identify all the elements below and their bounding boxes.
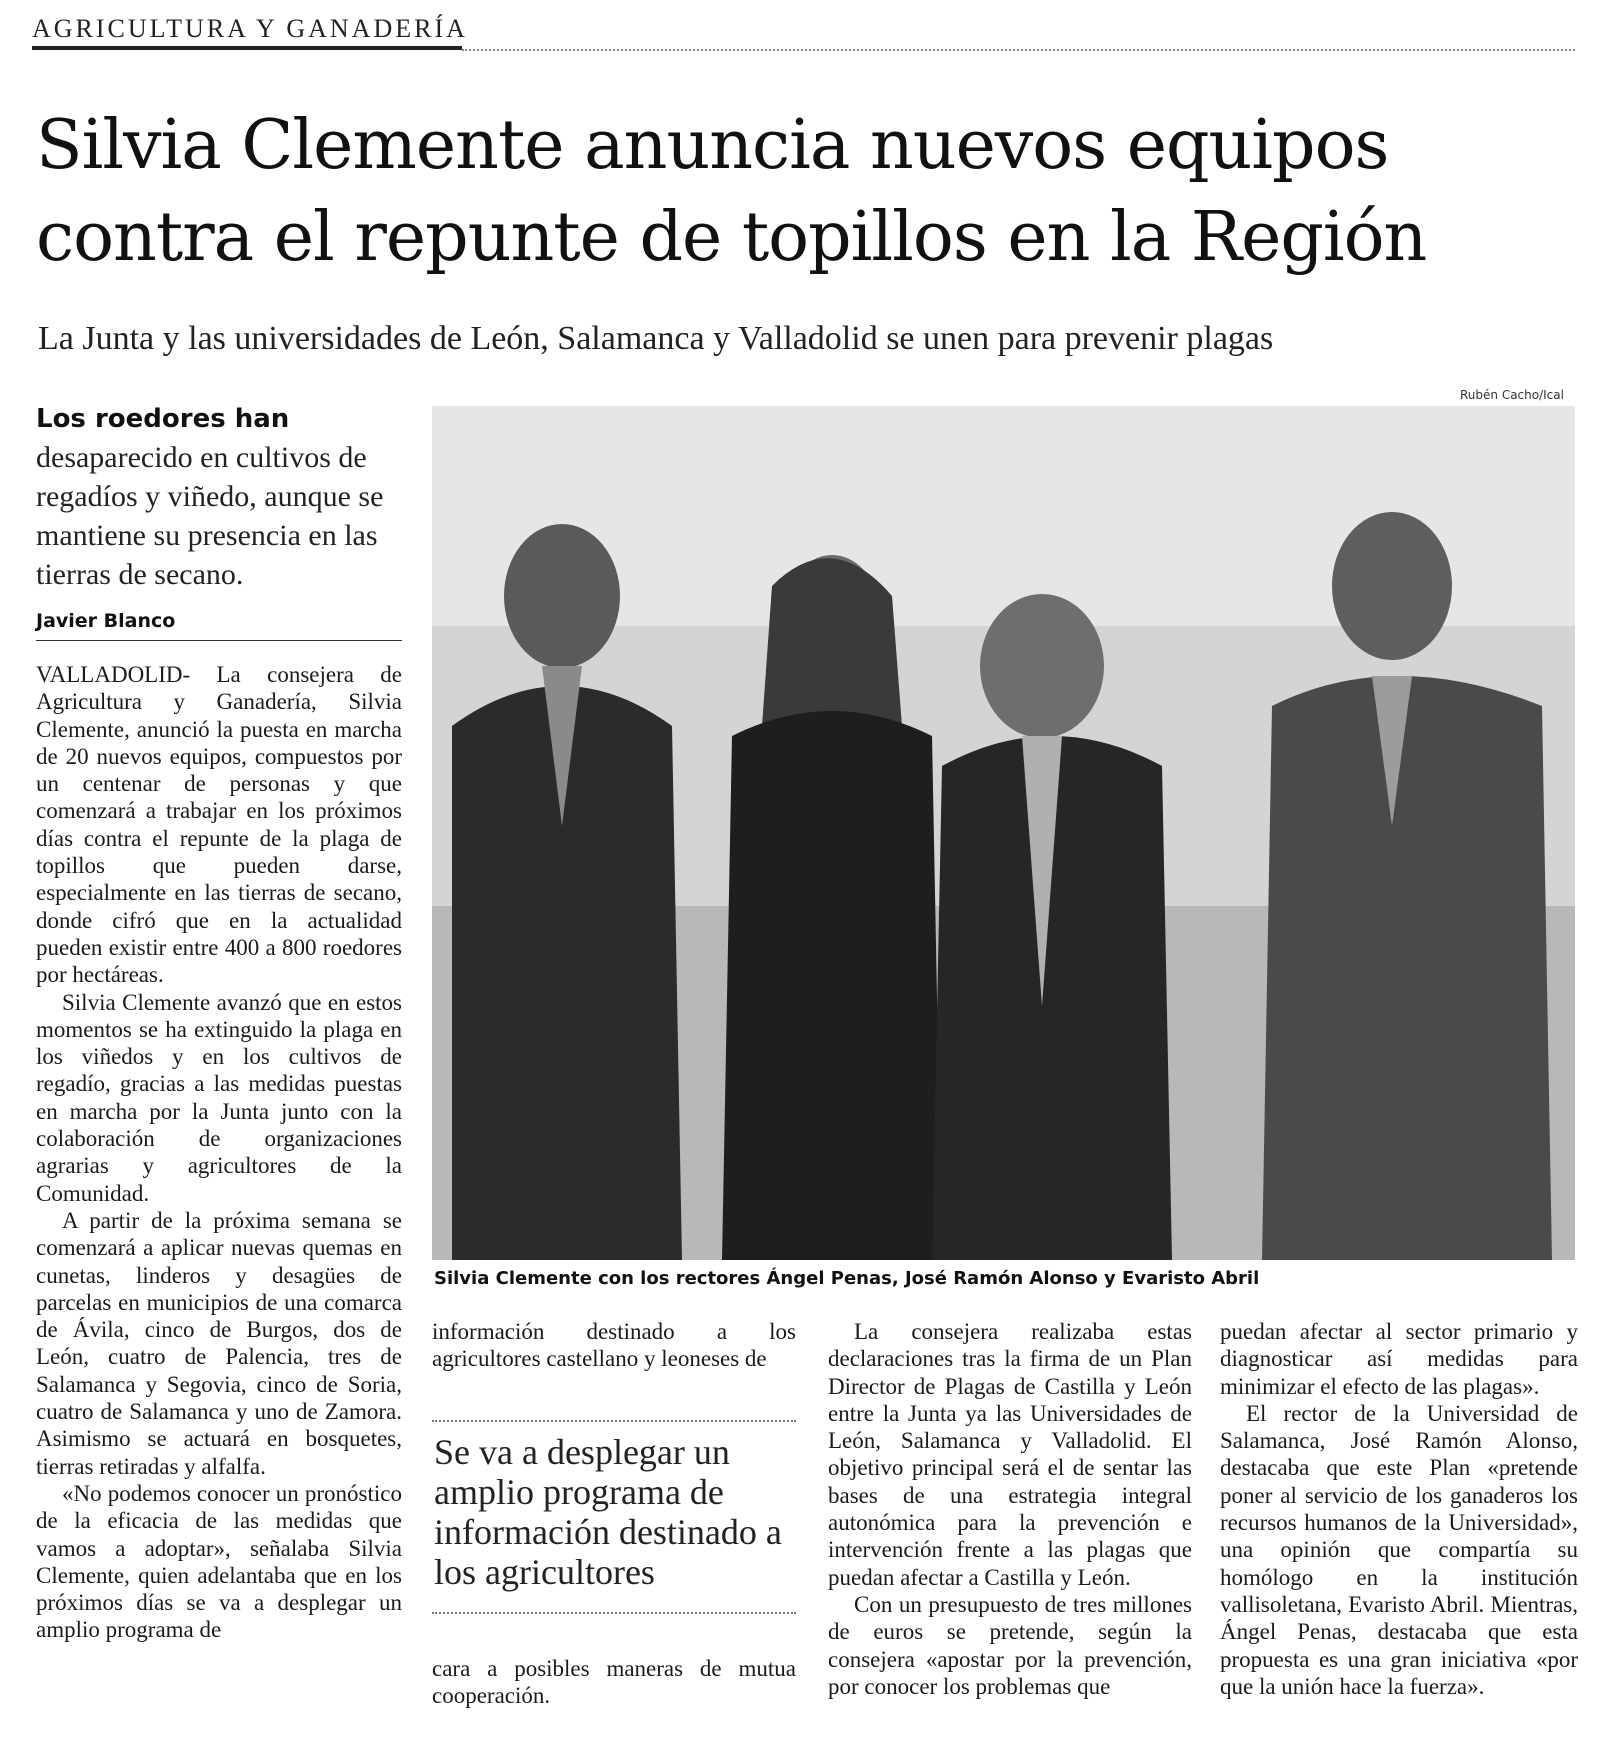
article-photo <box>432 406 1575 1260</box>
lead-bold: Los roedores han <box>36 404 290 434</box>
body-paragraph: VALLADOLID- La consejera de Agricultura y Ganadería, Silvia Clemente, anunció la puesta en marcha de 20 nuevos equipos, compuestos por un centenar de personas y que comenzará a trabajar en los próximos días contra el repunte de la plaga de topillos que pueden darse, especialmente en las tierras de secano, donde cifró que en la actualidad pueden existir entre 400 a 800 roedores por hectáreas. <box>36 662 402 988</box>
body-paragraph: El rector de la Universidad de Salamanca, José Ramón Alonso, destacaba que este Plan «pretende poner al servicio de los ganaderos los recursos humanos de la Universidad», una opinión que compartía su homólogo en la institución vallisoletana, Evaristo Abril. Mientras, Ángel Penas, destacaba que esta propuesta es una gran iniciativa «por que la unión hace la fuerza». <box>1220 1400 1578 1699</box>
byline: Javier Blanco <box>36 610 402 641</box>
headline-line-1: Silvia Clemente anuncia nuevos equipos <box>36 106 1389 185</box>
column-3 <box>828 1318 1192 1700</box>
photo-caption: Silvia Clemente con los rectores Ángel Penas, José Ramón Alonso y Evaristo Abril <box>434 1268 1260 1289</box>
lead-text: desaparecido en cultivos de regadíos y viñedo, aunque se mantiene su presencia en las tierras de secano. <box>36 441 384 591</box>
column-4 <box>1220 1318 1578 1700</box>
body-paragraph: «No podemos conocer un pronóstico de la eficacia de las medidas que vamos a adoptar», señalaba Silvia Clemente, quien adelantaba que en los próximos días se va a desplegar un amplio programa de <box>36 1480 402 1643</box>
subheadline: La Junta y las universidades de León, Salamanca y Valladolid se unen para prevenir plagas <box>38 320 1274 357</box>
pullquote-rule <box>432 1612 796 1614</box>
pullquote-rule <box>432 1420 796 1422</box>
pullquote: Se va a desplegar un amplio programa de información destinado a los agricultores <box>434 1432 782 1592</box>
body-paragraph: Con un presupuesto de tres millones de euros se pretende, según la consejera «apostar por la prevención, por conocer los problemas que <box>828 1591 1192 1699</box>
section-rule <box>32 46 462 50</box>
body-paragraph: La consejera realizaba estas declaraciones tras la firma de un Plan Director de Plagas de Castilla y León entre la Junta ya las Universidades de León, Salamanca y Valladolid. El objetivo principal será el de sentar las bases de una estrategia integral autonómica para la prevención e intervención frente a las plagas que puedan afectar a Castilla y León. <box>828 1319 1192 1590</box>
section-rule-dotted <box>462 49 1575 51</box>
photo-illustration <box>432 406 1575 1260</box>
body-paragraph: puedan afectar al sector primario y diagnosticar así medidas para minimizar el efecto de las plagas». <box>1220 1319 1578 1399</box>
body-paragraph: información destinado a los agricultores castellano y leoneses de <box>432 1319 796 1372</box>
body-paragraph: A partir de la próxima semana se comenzará a aplicar nuevas quemas en cunetas, linderos y desagües de parcelas en municipios de una comarca de Ávila, cinco de Burgos, dos de León, cuatro de Palencia, tres de Salamanca y Segovia, cinco de Soria, cuatro de Salamanca y uno de Zamora. Asimismo se actuará en bosquetes, tierras retiradas y alfalfa. <box>36 1207 402 1479</box>
column-1 <box>36 400 402 1644</box>
body-paragraph: cara a posibles maneras de mutua cooperación. <box>432 1656 796 1709</box>
body-paragraph: Silvia Clemente avanzó que en estos momentos se ha extinguido la plaga en los viñedos y en los cultivos de regadío, gracias a las medidas puestas en marcha por la Junta junto con la colaboración de organizaciones agrarias y agricultores de la Comunidad. <box>36 989 402 1206</box>
column-2 <box>432 1318 796 1373</box>
headline-line-2: contra el repunte de topillos en la Región <box>36 198 1427 277</box>
section-label: AGRICULTURA Y GANADERÍA <box>32 14 468 43</box>
headline <box>36 100 1576 284</box>
photo-credit: Rubén Cacho/Ical <box>1460 388 1564 402</box>
column-2-bottom <box>432 1655 796 1710</box>
